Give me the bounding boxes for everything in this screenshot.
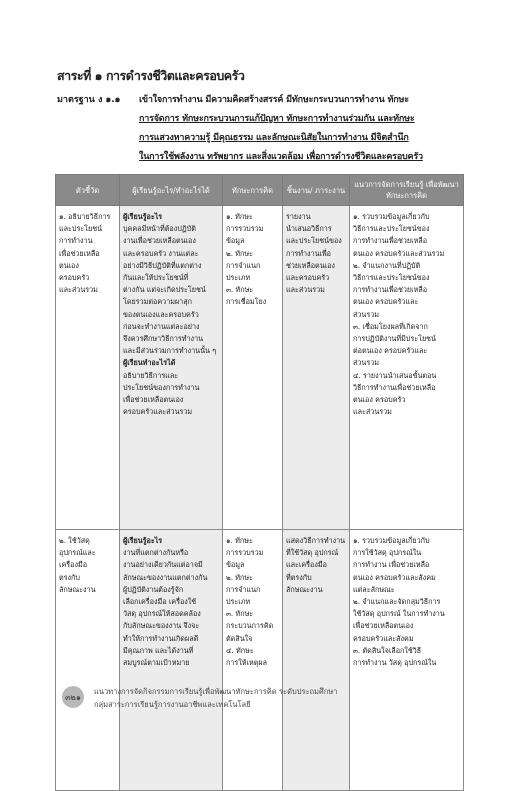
guide-cell bbox=[350, 530, 464, 791]
cell-text-line: ๓. ทักษะ bbox=[226, 609, 254, 619]
cell-text-line: มีคุณภาพ และได้งานที่ bbox=[123, 645, 194, 655]
cell-text-line: ๓. ตัดสินใจเลือกใช้วิธี bbox=[353, 645, 422, 655]
cell-text-line: และมีส่วนร่วมการทำงานนั้น ๆ bbox=[123, 346, 217, 356]
cell-text-line: ตัดสินใจ bbox=[226, 633, 253, 643]
cell-text-line: เลือกเครื่องมือ เครื่องใช้ bbox=[123, 597, 197, 607]
cell-text-line: สมบูรณ์ตามเป้าหมาย bbox=[123, 658, 190, 668]
cell-text-line: ตนเอง ครอบครัวและ bbox=[353, 297, 419, 307]
cell-text-line: อย่างมีวิธีปฏิบัติที่แตกต่าง bbox=[123, 260, 202, 270]
cell-text-line: และครอบครัว งานแต่ละ bbox=[123, 248, 199, 258]
cell-text-line: การเชื่อมโยง bbox=[226, 297, 267, 307]
cell-text-line: แสดงวิธีการทำงาน bbox=[286, 536, 346, 545]
cell-text-line: ลักษณะงาน bbox=[59, 584, 96, 594]
cell-text-line: เพื่อช่วยเหลือ bbox=[59, 248, 100, 258]
page-number: ๓๒๑ bbox=[65, 692, 81, 702]
cell-text-line: ประเภท bbox=[226, 273, 251, 283]
cell-text-line: ๓. เชื่อมโยงผลที่เกิดจาก bbox=[353, 321, 428, 331]
cell-text-line: กันและให้ประโยชน์ที่ bbox=[123, 273, 189, 283]
cell-text-line: เพื่อช่วยเหลือตนเอง bbox=[123, 395, 184, 405]
cell-text-line: การรวบรวม bbox=[226, 224, 264, 234]
cell-text-line: จึงควรศึกษาวิธีการทำงาน bbox=[123, 334, 204, 344]
cell-text-line: การทำงาน วัสดุ อุปกรณ์ใน bbox=[353, 658, 437, 668]
cell-text-line: ประเภท bbox=[226, 597, 251, 607]
cell-text-line: ก่อนจะทำงานแต่ละอย่าง bbox=[123, 321, 200, 331]
standard-text-line: การแสวงหาความรู้ มีคุณธรรม และลักษณะนิสัยในการทำงาน มีจิตสำนึก bbox=[139, 133, 409, 143]
table-row bbox=[56, 206, 464, 530]
cell-text-line: วิธีการทำงานเพื่อช่วยเหลือ bbox=[353, 382, 436, 392]
cell-text-line: ตนเอง ครอบครัว bbox=[353, 395, 406, 405]
cell-text-line: การจำแนก bbox=[226, 584, 261, 594]
skills-cell bbox=[223, 530, 283, 791]
tasks-cell bbox=[283, 530, 350, 791]
cell-text-line: บุคคลมีหน้าที่ต้องปฏิบัติ bbox=[123, 224, 196, 234]
indicator-cell bbox=[56, 530, 120, 791]
cell-text-line: ทำให้การทำงานเกิดผลดี bbox=[123, 633, 199, 643]
cell-text-line: ข้อมูล bbox=[226, 236, 245, 246]
cell-text-line: และส่วนรวม bbox=[59, 285, 98, 295]
cell-text-line: ๑. รวบรวมข้อมูลเกี่ยวกับ bbox=[353, 212, 430, 221]
cell-text-line: วิธีการและประโยชน์ของ bbox=[353, 224, 430, 234]
cell-text-line: ผู้ปฏิบัติงานต้องรู้จัก bbox=[123, 584, 184, 594]
cell-text-line: และประโยชน์ของ bbox=[286, 236, 342, 246]
cell-text-line: และส่วนรวม bbox=[286, 285, 325, 295]
cell-text-line: การปฏิบัติงานที่มีประโยชน์ bbox=[353, 334, 436, 344]
cell-text-line: ใช้วัสดุ อุปกรณ์ ในการทำงาน bbox=[353, 609, 445, 619]
page-number-badge bbox=[62, 686, 84, 708]
cell-text-line: การให้เหตุผล bbox=[226, 658, 267, 668]
cell-text-line: ๑. ทักษะ bbox=[226, 536, 253, 545]
cell-text-line: ๒. ใช้วัสดุ bbox=[59, 536, 90, 545]
cell-text-line: ๓. ทักษะ bbox=[226, 285, 254, 295]
learn-cell bbox=[120, 206, 223, 530]
table-header-row bbox=[56, 175, 464, 206]
standard-text-line: เข้าใจการทำงาน มีความคิดสร้างสรรค์ มีทักษะกระบวนการทำงาน ทักษะ bbox=[139, 95, 409, 105]
cell-text-line: ครอบครัว bbox=[59, 273, 90, 283]
cell-text-line: ต่างกัน แต่จะเกิดประโยชน์ bbox=[123, 285, 206, 295]
cell-text-line: ๑. อธิบายวิธีการ bbox=[59, 212, 111, 221]
cell-text-line: การรวบรวม bbox=[226, 548, 264, 558]
cell-text-line: การทำงาน เพื่อช่วยเหลือ bbox=[353, 560, 430, 570]
cell-text-line: ๔. ทักษะ bbox=[226, 645, 254, 655]
header-skills: ทักษะการคิด bbox=[223, 175, 283, 206]
cell-text-line: โดยรวมต่อความผาสุก bbox=[123, 297, 192, 307]
cell-text-line: งานเพื่อช่วยเหลือตนเอง bbox=[123, 236, 196, 246]
footer-subtitle: กลุ่มสาระการเรียนรู้การงานอาชีพและเทคโนโลยี bbox=[94, 700, 251, 709]
cell-text-line: ประโยชน์ของการทำงาน bbox=[123, 382, 200, 392]
cell-text-line: ของตนเองและครอบครัว bbox=[123, 309, 199, 319]
header-indicator: ตัวชี้วัด bbox=[56, 175, 120, 206]
cell-text-line: ตนเอง ครอบครัวและส่วนรวม bbox=[353, 248, 445, 258]
cell-subheading: ผู้เรียนรู้อะไร bbox=[123, 536, 163, 545]
cell-text-line: งานที่แตกต่างกันหรือ bbox=[123, 548, 189, 558]
cell-text-line: เพื่อช่วยเหลือตนเอง bbox=[353, 621, 414, 631]
cell-text-line: วัสดุ อุปกรณ์ให้สอดคล้อง bbox=[123, 609, 201, 619]
cell-text-line: การใช้วัสดุ อุปกรณ์ใน bbox=[353, 548, 422, 558]
header-tasks: ชิ้นงาน/ ภาระงาน bbox=[283, 175, 350, 206]
skills-cell bbox=[223, 206, 283, 530]
cell-text-line: ๒. ทักษะ bbox=[226, 248, 253, 258]
cell-subheading: ผู้เรียนรู้อะไร bbox=[123, 212, 163, 221]
cell-text-line: การทำงานเพื่อช่วยเหลือ bbox=[353, 285, 428, 295]
cell-text-line: ครอบครัวและส่วนรวม bbox=[123, 407, 193, 417]
cell-text-line: ๒. จำแนกและจัดกลุ่มวิธีการ bbox=[353, 597, 441, 607]
standard-text-line: ในการใช้พลังงาน ทรัพยากร และสิ่งแวดล้อม เพื่อการดำรงชีวิตและครอบครัว bbox=[139, 152, 423, 162]
footer-title: แนวทางการจัดกิจกรรมการเรียนรู้เพื่อพัฒนาทักษะการคิด ระดับประถมศึกษา bbox=[94, 687, 338, 696]
table-row bbox=[56, 530, 464, 791]
cell-text-line: การทำงาน bbox=[59, 236, 93, 246]
cell-text-line: ๑. ทักษะ bbox=[226, 212, 253, 221]
cell-subheading: ผู้เรียนทำอะไรได้ bbox=[123, 358, 176, 368]
cell-text-line: อุปกรณ์และ bbox=[59, 548, 96, 558]
cell-text-line: การจำแนก bbox=[226, 260, 261, 270]
cell-text-line: และส่วนรวม bbox=[353, 407, 392, 417]
cell-text-line: ลักษณะงาน bbox=[286, 584, 323, 594]
cell-text-line: และครอบครัว bbox=[286, 273, 330, 283]
cell-text-line: ๑. รวบรวมข้อมูลเกี่ยวกับ bbox=[353, 536, 430, 545]
cell-text-line: รายงาน bbox=[286, 212, 311, 221]
guide-cell bbox=[350, 206, 464, 530]
cell-text-line: เครื่องมือ bbox=[59, 560, 88, 570]
cell-text-line: ข้อมูล bbox=[226, 560, 245, 570]
cell-text-line: ส่วนรวม bbox=[353, 309, 379, 319]
strand-heading: สาระที่ ๑ การดำรงชีวิตและครอบครัว bbox=[57, 68, 245, 83]
cell-text-line: ตนเอง ครอบครัวและสังคม bbox=[353, 572, 436, 582]
tasks-cell bbox=[283, 206, 350, 530]
cell-text-line: ส่วนรวม bbox=[353, 358, 379, 368]
cell-text-line: ที่ใช้วัสดุ อุปกรณ์ bbox=[286, 548, 339, 558]
cell-text-line: แต่ละลักษณะ bbox=[353, 584, 395, 594]
cell-text-line: และประโยชน์ bbox=[59, 224, 103, 234]
header-guide: แนวการจัดการเรียนรู้ เพื่อพัฒนาทักษะการคิด bbox=[350, 175, 464, 206]
cell-text-line: และเครื่องมือ bbox=[286, 560, 327, 570]
header-learn: ผู้เรียนรู้อะไร/ทำอะไรได้ bbox=[120, 175, 223, 206]
cell-text-line: การทำงานเพื่อ bbox=[286, 248, 331, 258]
cell-text-line: งานอย่างเดียวกันแต่อาจมี bbox=[123, 560, 203, 570]
indicator-cell bbox=[56, 206, 120, 530]
cell-text-line: ที่ตรงกับ bbox=[286, 572, 312, 582]
cell-text-line: ต่อตนเอง ครอบครัวและ bbox=[353, 346, 428, 356]
standard-text-line: การจัดการ ทักษะกระบวนการแก้ปัญหา ทักษะการทำงานร่วมกัน และทักษะ bbox=[139, 114, 415, 124]
cell-text-line: ครอบครัวและสังคม bbox=[353, 633, 414, 643]
cell-text-line: ลักษณะของงานแตกต่างกัน bbox=[123, 572, 208, 582]
cell-text-line: การทำงานเพื่อช่วยเหลือ bbox=[353, 236, 428, 246]
cell-text-line: ๒. ทักษะ bbox=[226, 572, 253, 582]
cell-text-line: อธิบายวิธีการและ bbox=[123, 370, 179, 380]
cell-text-line: กระบวนการคิด bbox=[226, 621, 274, 631]
cell-text-line: ๔. รายงานนำเสนอขั้นตอน bbox=[353, 370, 437, 380]
cell-text-line: ๒. จำแนกงานที่ปฏิบัติ bbox=[353, 260, 421, 270]
learn-cell bbox=[120, 530, 223, 791]
cell-text-line: กับลักษณะของงาน จึงจะ bbox=[123, 621, 200, 631]
cell-text-line: ตรงกับ bbox=[59, 572, 80, 582]
standard-label: มาตรฐาน ง ๑.๑ bbox=[57, 95, 121, 105]
cell-text-line: นำเสนอวิธีการ bbox=[286, 224, 332, 234]
cell-text-line: วิธีการและประโยชน์ของ bbox=[353, 273, 430, 283]
cell-text-line: ตนเอง bbox=[59, 260, 79, 270]
cell-text-line: ช่วยเหลือตนเอง bbox=[286, 260, 335, 270]
